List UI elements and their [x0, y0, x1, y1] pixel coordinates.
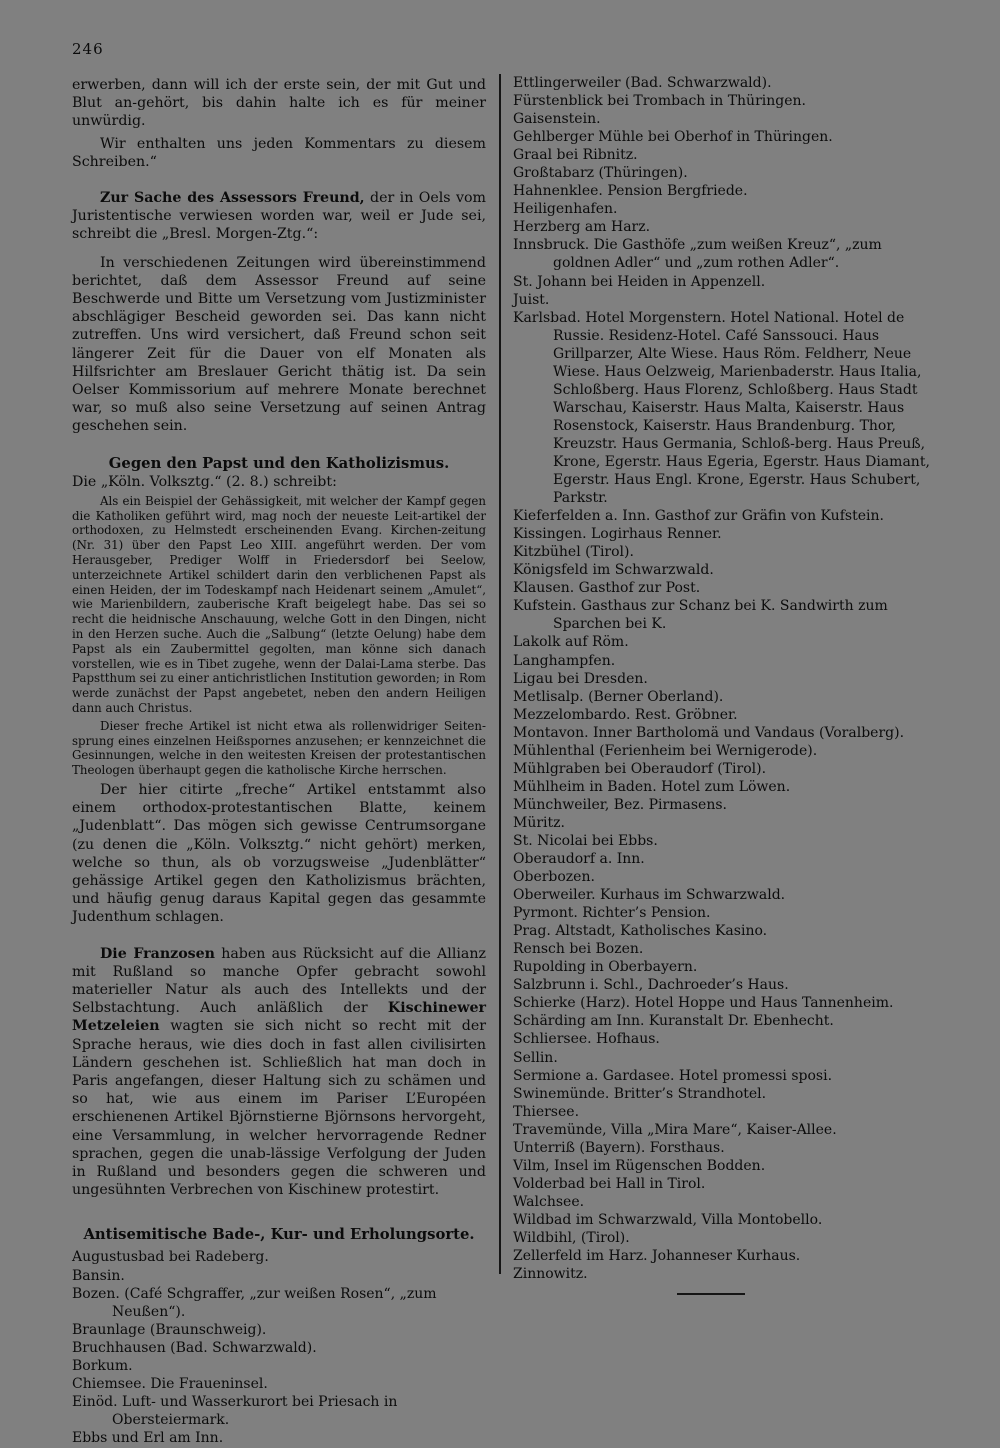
article-heading: Die Franzosen	[100, 945, 215, 962]
right-column	[513, 74, 933, 1295]
list-item: Thiersee.	[513, 1103, 580, 1120]
list-item: Mezzelombardo. Rest. Gröbner.	[513, 706, 738, 723]
list-item: Bansin.	[72, 1267, 125, 1284]
quote-paragraph: Dieser freche Artikel ist nicht etwa als rollenwidriger Seiten-sprung eines einzelnen Heißspornes anzusehen; er kennzeichnet die Gesinnungen, welche in den weitesten Kreisen der protestantischen Theologen überhaupt gegen die katholische Kirche herrschen.	[72, 718, 486, 778]
list-item: Wildbihl, (Tirol).	[513, 1230, 630, 1246]
list-item: Schärding am Inn. Kuranstalt Dr. Ebenhecht.	[513, 1013, 834, 1030]
list-item: Herzberg am Harz.	[513, 219, 651, 236]
list-item: Mühlheim in Baden. Hotel zum Löwen.	[513, 778, 791, 795]
list-item: Innsbruck. Die Gasthöfe „zum weißen Kreuz“, „zum goldnen Adler“ und „zum rothen Adler“.	[513, 237, 882, 272]
list-item: Swinemünde. Britter’s Strandhotel.	[513, 1085, 767, 1102]
list-item: Mühlenthal (Ferienheim bei Wernigerode).	[513, 742, 818, 759]
list-item: Einöd. Luft- und Wasserkurort bei Priesach in Obersteiermark.	[72, 1394, 398, 1429]
list-item: Ettlingerweiler (Bad. Schwarzwald).	[513, 75, 772, 91]
article-text: der in Oels vom Juristentische verwiesen worden war, weil er Jude sei, schreibt die „Bresl. Morgen-Ztg.“:	[72, 190, 486, 243]
article-paragraph	[72, 945, 486, 1200]
list-item: Großtabarz (Thüringen).	[513, 165, 688, 182]
article-text: wagten sie sich nicht so recht mit der Sprache heraus, wie dies doch in fast allen civilisirten Ländern geschehen ist. Schließlich hat man doch in Paris angefangen, dieser Haltung sich zu schämen und so hat, wie aus einem im Pariser L’Européen erschienenen Artikel Björnstierne Björnsons hervorgeht, eine Versammlung, in welcher hervorragende Redner sprachen, gegen die unab-lässige Verfolgung der Juden in Rußland und besonders gegen die schweren und ungesühnten Verbrechen von Kischinew protestirt.	[72, 1018, 486, 1199]
list-item: Braunlage (Braunschweig).	[72, 1321, 267, 1338]
article-heading: Zur Sache des Assessors Freund,	[100, 190, 365, 207]
list-item: Oberaudorf a. Inn.	[513, 851, 645, 868]
list-item: Sellin.	[513, 1049, 558, 1066]
list-item: Kissingen. Logirhaus Renner.	[513, 526, 722, 543]
article-text: haben aus Rücksicht auf die Allianz mit Rußland so manche Opfer gebracht sowohl materieller Natur als auch des Intellekts und der Selbstachtung. Auch anläßlich der	[72, 945, 486, 1017]
list-item: Langhampfen.	[513, 652, 616, 669]
list-item: Oberweiler. Kurhaus im Schwarzwald.	[513, 887, 786, 904]
paragraph: erwerben, dann will ich der erste sein, der mit Gut und Blut an-gehört, bis dahin halte ich es für meiner unwürdig.	[72, 77, 486, 130]
article-text: Die „Köln. Volksztg.“ (2. 8.) schreibt:	[72, 473, 337, 490]
page-number: 246	[72, 40, 104, 58]
list-item: Rupolding in Oberbayern.	[513, 959, 698, 976]
list-item: Augustusbad bei Radeberg.	[72, 1249, 269, 1266]
list-item: Ebbs und Erl am Inn.	[72, 1430, 224, 1447]
resort-list-right	[513, 74, 933, 1283]
list-item: Hahnenklee. Pension Bergfriede.	[513, 183, 748, 200]
list-item: Ligau bei Dresden.	[513, 670, 648, 687]
list-item: Mühlgraben bei Oberaudorf (Tirol).	[513, 760, 767, 777]
list-item: St. Johann bei Heiden in Appenzell.	[513, 273, 766, 290]
resort-list-left	[72, 1248, 486, 1447]
list-item: Travemünde, Villa „Mira Mare“, Kaiser-Allee.	[513, 1121, 837, 1138]
article-heading: Gegen den Papst und den Katholizismus.	[108, 454, 450, 472]
list-item: Volderbad bei Hall in Tirol.	[513, 1175, 706, 1192]
left-column	[72, 76, 486, 1448]
list-item: Zinnowitz.	[513, 1266, 588, 1283]
list-item: Heiligenhafen.	[513, 201, 618, 218]
list-item: Gaisenstein.	[513, 111, 601, 128]
list-item: Karlsbad. Hotel Morgenstern. Hotel National. Hotel de Russie. Residenz-Hotel. Café Sanssouci. Haus Grillparzer, Alte Wiese. Haus Röm. Feldherr, Neue Wiese. Haus Oelzweig, Marienbaderstr. Haus Italia, Schloßberg. Haus Florenz, Schloßberg. Haus Stadt Warschau, Kaiserstr. Haus Malta, Kaiserstr. Haus Rosenstock, Kaiserstr. Haus Brandenburg. Thor, Kreuzstr. Haus Germania, Schloß-berg. Haus Preuß, Krone, Egerstr. Haus Egeria, Egerstr. Haus Diamant, Egerstr. Haus Engl. Krone, Egerstr. Haus Schubert, Parkstr.	[513, 309, 930, 507]
article-intro	[72, 189, 486, 244]
quote-paragraph: Als ein Beispiel der Gehässigkeit, mit welcher der Kampf gegen die Katholiken geführt wird, mag noch der neueste Leit-artikel der orthodoxen, zu Helmstedt erscheinenden Evang. Kirchen-zeitung (Nr. 31) über den Papst Leo XIII. angeführt werden. Der vom Herausgeber, Prediger Wolff in Friedersdorf bei Seelow, unterzeichnete Artikel schildert darin den verblichenen Papst als einen Heiden, der im Todeskampf nach Heidenart seinem „Amulet“, wie Marienbildern, zauberische Kraft beigelegt habe. Das sei so recht die heidnische Anschauung, welche Gott in den Dingen, nicht in den Herzen suche. Auch die „Salbung“ (letzte Oelung) habe dem Papst als ein Zaubermittel gegolten, man könne sich danach vorstellen, wie es in Tibet zugehe, wenn der Dalai-Lama sterbe. Das Papstthum sei zu einer antichristlichen Institution geworden; in Rom werde zunächst der Papst angebetet, neben den andern Heiligen dann auch Christus.	[72, 493, 486, 716]
list-item: Sermione a. Gardasee. Hotel promessi sposi.	[513, 1067, 833, 1084]
paragraph: In verschiedenen Zeitungen wird übereinstimmend berichtet, daß dem Assessor Freund auf seine Beschwerde und Bitte um Versetzung vom Justizminister abschlägiger Bescheid geworden sei. Das kann nicht zutreffen. Uns wird versichert, daß Freund schon seit längerer Zeit für die Dauer von elf Monaten als Hilfsrichter am Breslauer Gericht thätig ist. Da sein Oelser Kommissorium auf mehrere Monate berechnet war, so muß also seine Versetzung auf seinen Antrag geschehen sein.	[72, 254, 486, 435]
list-item: Müritz.	[513, 814, 565, 831]
end-rule	[677, 1293, 745, 1295]
paragraph: Wir enthalten uns jeden Kommentars zu diesem Schreiben.“	[72, 135, 486, 170]
list-item: Unterriß (Bayern). Forsthaus.	[513, 1139, 725, 1156]
list-item: Juist.	[513, 291, 550, 308]
list-item: Wildbad im Schwarzwald, Villa Montobello.	[513, 1211, 823, 1228]
paragraph: Der hier citirte „freche“ Artikel entstammt also einem orthodox-protestantischen Blatte, keinem „Judenblatt“. Das mögen sich gewisse Centrumsorgane (zu denen die „Köln. Volksztg.“ nicht gehört) merken, welche so thun, als ob vorzugsweise „Judenblätter“ gehässige Artikel gegen den Katholizismus brächten, und häufig genug daraus Kapital gegen das gesammte Judenthum schlagen.	[72, 782, 486, 926]
list-item: Kitzbühel (Tirol).	[513, 544, 634, 561]
list-item: Borkum.	[72, 1358, 133, 1375]
list-item: Walchsee.	[513, 1193, 585, 1210]
list-item: Lakolk auf Röm.	[513, 634, 629, 651]
list-item: Metlisalp. (Berner Oberland).	[513, 688, 724, 705]
list-item: Pyrmont. Richter’s Pension.	[513, 905, 711, 922]
list-item: Montavon. Inner Bartholomä und Vandaus (Voralberg).	[513, 724, 905, 741]
list-item: Zellerfeld im Harz. Johanneser Kurhaus.	[513, 1248, 801, 1265]
list-item: Chiemsee. Die Fraueninsel.	[72, 1376, 268, 1393]
list-item: Königsfeld im Schwarzwald.	[513, 562, 714, 579]
list-item: Vilm, Insel im Rügenschen Bodden.	[513, 1157, 766, 1174]
list-item: Klausen. Gasthof zur Post.	[513, 580, 701, 597]
list-item: Gehlberger Mühle bei Oberhof in Thüringen.	[513, 129, 833, 146]
list-item: Kieferfelden a. Inn. Gasthof zur Gräfin von Kufstein.	[513, 508, 884, 525]
list-item: Bruchhausen (Bad. Schwarzwald).	[72, 1339, 317, 1356]
list-item: Oberbozen.	[513, 869, 595, 886]
list-item: Prag. Altstadt, Katholisches Kasino.	[513, 923, 768, 940]
column-divider	[499, 74, 501, 1274]
list-item: Rensch bei Bozen.	[513, 941, 644, 958]
list-item: Kufstein. Gasthaus zur Schanz bei K. Sandwirth zum Sparchen bei K.	[513, 598, 888, 633]
list-item: Fürstenblick bei Trombach in Thüringen.	[513, 93, 806, 110]
list-item: Bozen. (Café Schgraffer, „zur weißen Rosen“, „zum Neußen“).	[72, 1285, 437, 1320]
list-item: Schliersee. Hofhaus.	[513, 1031, 660, 1048]
list-item: Schierke (Harz). Hotel Hoppe und Haus Tannenheim.	[513, 995, 894, 1012]
list-item: Münchweiler, Bez. Pirmasens.	[513, 796, 727, 813]
list-item: St. Nicolai bei Ebbs.	[513, 832, 658, 849]
list-item: Graal bei Ribnitz.	[513, 147, 638, 164]
list-item: Salzbrunn i. Schl., Dachroeder’s Haus.	[513, 977, 789, 994]
emphasis: Kischinewer Metzeleien	[72, 1000, 486, 1035]
list-title: Antisemitische Bade-, Kur- und Erholungsorte.	[83, 1226, 475, 1244]
